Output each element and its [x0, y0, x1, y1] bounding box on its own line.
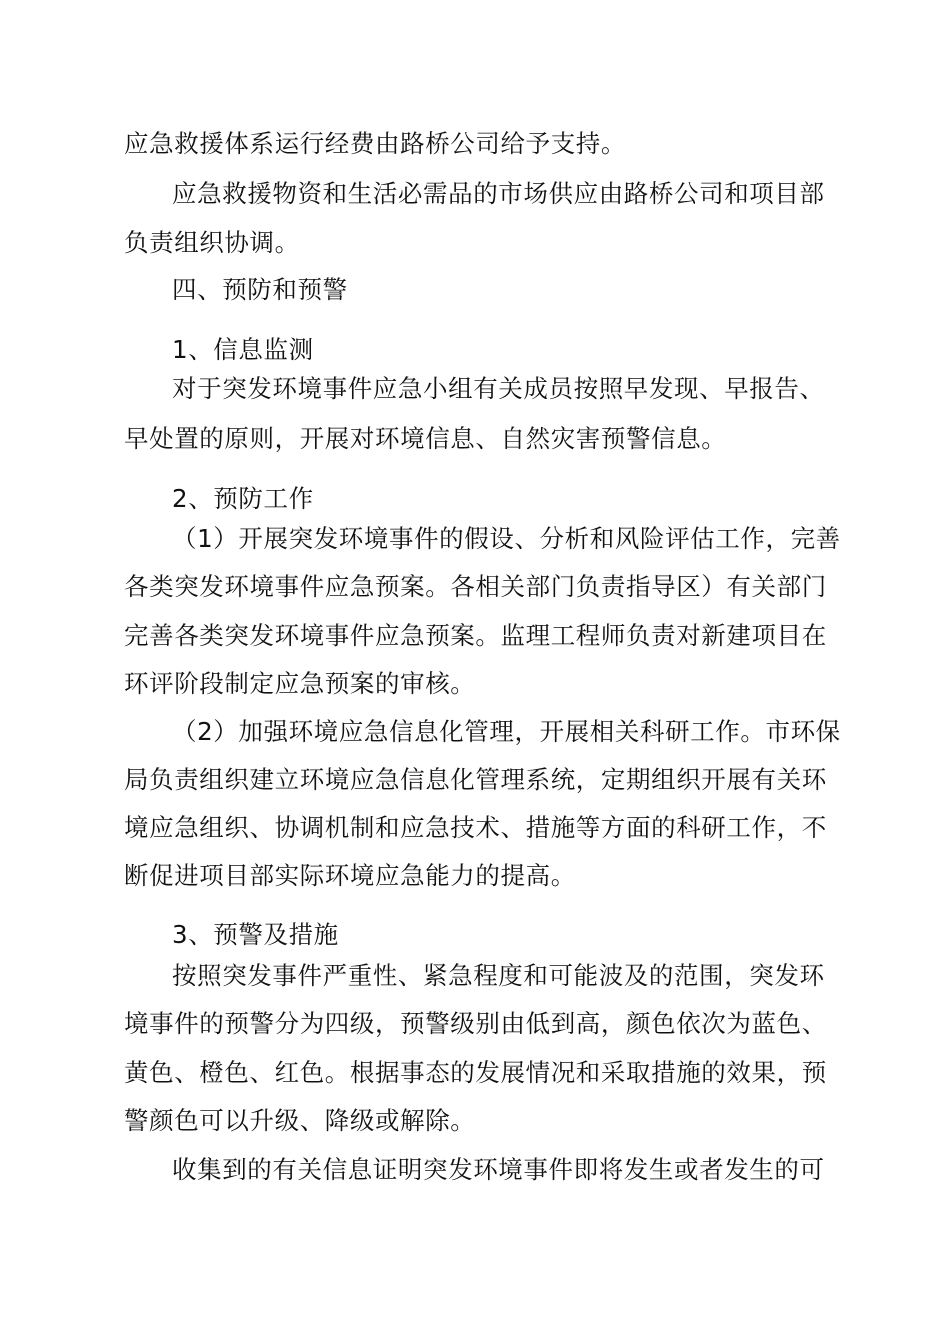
paragraph-line: 应急救援物资和生活必需品的市场供应由路桥公司和项目部	[172, 179, 825, 208]
paragraph-line: 环评阶段制定应急预案的审核。	[124, 669, 476, 698]
subsection-heading: 2、预防工作	[172, 484, 314, 513]
subsection-heading: 1、信息监测	[172, 335, 314, 364]
section-heading: 四、预防和预警	[172, 275, 348, 304]
paragraph-line: 完善各类突发环境事件应急预案。监理工程师负责对新建项目在	[124, 621, 827, 650]
paragraph-line: 早处置的原则，开展对环境信息、自然灾害预警信息。	[124, 424, 727, 453]
paragraph-line: 境应急组织、协调机制和应急技术、措施等方面的科研工作，不	[124, 813, 827, 842]
subsection-heading: 3、预警及措施	[172, 920, 339, 949]
paragraph-line: 断促进项目部实际环境应急能力的提高。	[124, 861, 576, 890]
paragraph-line: 负责组织协调。	[124, 228, 300, 257]
paragraph-line: 黄色、橙色、红色。根据事态的发展情况和采取措施的效果，预	[124, 1058, 827, 1087]
paragraph-line: 收集到的有关信息证明突发环境事件即将发生或者发生的可	[172, 1155, 825, 1184]
paragraph-line: 按照突发事件严重性、紧急程度和可能波及的范围，突发环	[172, 961, 825, 990]
paragraph-line: 境事件的预警分为四级，预警级别由低到高，颜色依次为蓝色、	[124, 1009, 827, 1038]
paragraph-line: 各类突发环境事件应急预案。各相关部门负责指导区）有关部门	[124, 572, 827, 601]
paragraph-line: （2）加强环境应急信息化管理，开展相关科研工作。市环保	[172, 717, 841, 746]
paragraph-line: （1）开展突发环境事件的假设、分析和风险评估工作，完善	[172, 524, 841, 553]
paragraph-line: 警颜色可以升级、降级或解除。	[124, 1106, 476, 1135]
paragraph-line: 局负责组织建立环境应急信息化管理系统，定期组织开展有关环	[124, 765, 827, 794]
paragraph-line: 对于突发环境事件应急小组有关成员按照早发现、早报告、	[172, 374, 825, 403]
paragraph-line: 应急救援体系运行经费由路桥公司给予支持。	[124, 129, 626, 158]
